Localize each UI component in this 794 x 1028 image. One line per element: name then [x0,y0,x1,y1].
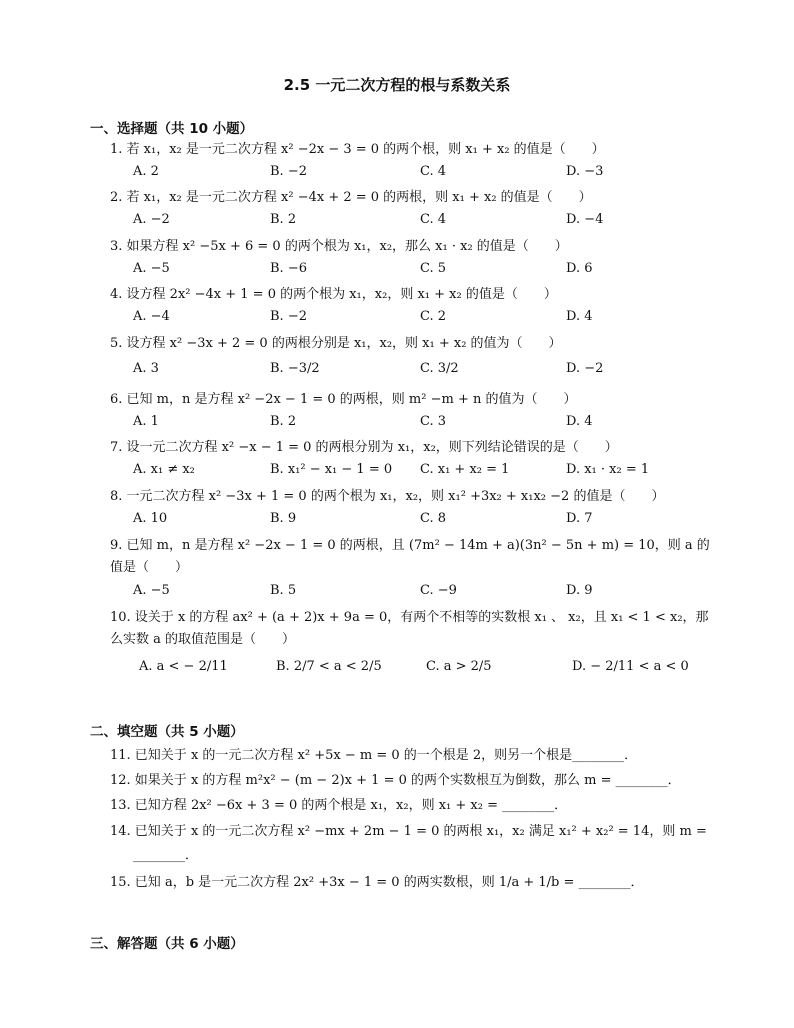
option-a: A. −4 [133,309,170,324]
question-2: 2. 若 x₁，x₂ 是一元二次方程 x² −4x + 2 = 0 的两根，则 x₁ + x₂ 的值是（ ） [110,190,592,205]
option-a: A. 2 [133,164,159,179]
question-9: 9. 已知 m，n 是方程 x² −2x − 1 = 0 的两根，且 (7m² − 14m + a)(3n² − 5n + m) = 10，则 a 的值是（ ） [110,538,710,575]
option-b: B. 2 [270,414,297,429]
question-1: 1. 若 x₁，x₂ 是一元二次方程 x² −2x − 3 = 0 的两个根，则 x₁ + x₂ 的值是（ ） [110,142,605,157]
question-15: 15. 已知 a，b 是一元二次方程 2x² +3x − 1 = 0 的两实数根，则 1/a + 1/b = ________． [110,875,644,890]
option-c: C. 5 [420,261,447,276]
option-b: B. 9 [270,511,297,526]
option-d: D. x₁ · x₂ = 1 [566,462,650,477]
question-14-blank: ________． [133,848,199,863]
option-d: D. 7 [566,511,593,526]
option-a: A. −5 [133,261,170,276]
question-13: 13. 已知方程 2x² −6x + 3 = 0 的两个根是 x₁，x₂，则 x₁ + x₂ = ________． [110,798,568,813]
section-heading-choice: 一、选择题（共 10 小题） [90,121,254,137]
option-a: A. 10 [133,511,168,526]
option-d: D. 4 [566,414,593,429]
option-c: C. 8 [420,511,447,526]
option-d: D. −3 [566,164,604,179]
option-b: B. −3/2 [270,361,320,376]
option-b: B. 2 [270,212,297,227]
question-10: 10. 设关于 x 的方程 ax² + (a + 2)x + 9a = 0，有两个不相等的实数根 x₁ 、 x₂，且 x₁ < 1 < x₂，那么实数 a 的取值范围是（ ） [110,610,709,647]
option-d: D. 6 [566,261,593,276]
option-c: C. 3/2 [420,361,459,376]
option-a: A. a < − 2/11 [139,659,228,674]
option-c: C. a > 2/5 [426,659,492,674]
option-d: D. − 2/11 < a < 0 [572,659,689,674]
question-4: 4. 设方程 2x² −4x + 1 = 0 的两个根为 x₁，x₂，则 x₁ + x₂ 的值是（ ） [110,287,557,302]
section-heading-answer: 三、解答题（共 6 小题） [90,936,244,952]
option-a: A. −2 [133,212,170,227]
option-a: A. 3 [133,361,159,376]
option-c: C. x₁ + x₂ = 1 [420,462,510,477]
question-12: 12. 如果关于 x 的方程 m²x² − (m − 2)x + 1 = 0 的两个实数根互为倒数，那么 m = ________． [110,773,681,788]
option-c: C. 2 [420,309,447,324]
question-11: 11. 已知关于 x 的一元二次方程 x² +5x − m = 0 的一个根是 2，则另一个根是________． [110,748,638,763]
option-c: C. 4 [420,164,447,179]
page-title: 2.5 一元二次方程的根与系数关系 [283,76,511,94]
option-d: D. 9 [566,583,593,598]
option-b: B. x₁² − x₁ − 1 = 0 [270,462,393,477]
option-a: A. −5 [133,583,170,598]
option-d: D. 4 [566,309,593,324]
option-a: A. 1 [133,414,159,429]
question-5: 5. 设方程 x² −3x + 2 = 0 的两根分别是 x₁，x₂，则 x₁ + x₂ 的值为（ ） [110,336,562,351]
option-c: C. 3 [420,414,447,429]
option-d: D. −4 [566,212,604,227]
option-b: B. −6 [270,261,307,276]
option-b: B. 2/7 < a < 2/5 [276,659,382,674]
option-b: B. −2 [270,309,307,324]
option-b: B. 5 [270,583,297,598]
option-b: B. −2 [270,164,307,179]
question-14-text: 14. 已知关于 x 的一元二次方程 x² −mx + 2m − 1 = 0 的两根 x₁，x₂ 满足 x₁² + x₂² = 14，则 m = [110,824,707,839]
question-8: 8. 一元二次方程 x² −3x + 1 = 0 的两个根为 x₁，x₂，则 x₁² +3x₂ + x₁x₂ −2 的值是（ ） [110,489,665,504]
option-d: D. −2 [566,361,604,376]
question-3: 3. 如果方程 x² −5x + 6 = 0 的两个根为 x₁，x₂，那么 x₁ · x₂ 的值是（ ） [110,239,568,254]
question-7: 7. 设一元二次方程 x² −x − 1 = 0 的两根分别为 x₁，x₂，则下列结论错误的是（ ） [110,440,618,455]
option-c: C. 4 [420,212,447,227]
option-c: C. −9 [420,583,457,598]
section-heading-fill: 二、填空题（共 5 小题） [90,724,244,740]
question-6: 6. 已知 m，n 是方程 x² −2x − 1 = 0 的两根，则 m² −m + n 的值为（ ） [110,392,577,407]
option-a: A. x₁ ≠ x₂ [133,462,195,477]
question-14 [110,820,707,868]
